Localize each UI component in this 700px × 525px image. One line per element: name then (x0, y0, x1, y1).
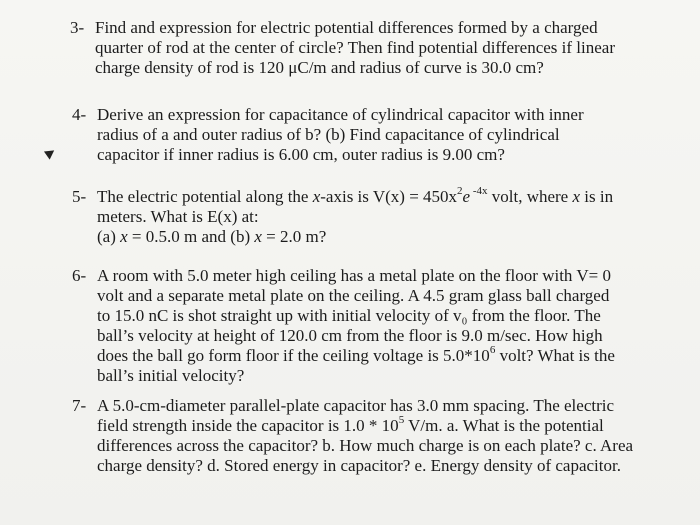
superscript: 5 (398, 414, 405, 427)
superscript: 2 (457, 185, 463, 198)
text: x (254, 227, 262, 246)
cursor-arrow-icon (44, 146, 57, 159)
text: -axis is V(x) = 450x (320, 187, 458, 206)
problem-text-line (97, 346, 615, 366)
problem-text-line: capacitor if inner radius is 6.00 cm, outer radius is 9.00 cm? (97, 145, 505, 164)
problem-text-line: differences across the capacitor? b. How much charge is on each plate? c. Area (97, 436, 634, 455)
text: x (120, 227, 128, 246)
problem-number: 7- (72, 396, 87, 415)
text: e (462, 187, 471, 206)
problem-number: 3- (70, 18, 85, 37)
problem-text-line (97, 227, 613, 247)
problem-number: 4- (72, 105, 87, 124)
text: (a) (97, 227, 121, 246)
superscript: 6 (489, 344, 496, 357)
problem-text-line (97, 187, 613, 207)
problem-text-line (97, 416, 633, 436)
problem-text-line: Derive an expression for capacitance of cylindrical capacitor with inner (97, 105, 584, 124)
text: volt? What is the (495, 346, 615, 365)
problem-text-line: charge density of rod is 120 μC/m and radius of curve is 30.0 cm? (95, 58, 544, 77)
problem-text-line: A room with 5.0 meter high ceiling has a metal plate on the floor with V= 0 (97, 266, 611, 285)
superscript: -4x (470, 185, 488, 198)
problem-text-line: ball’s velocity at height of 120.0 cm from the floor is 9.0 m/sec. How high (97, 326, 603, 345)
problem-text-line: quarter of rod at the center of circle? Then find potential differences if linear (95, 38, 615, 57)
problem-text-line: Find and expression for electric potential differences formed by a charged (95, 18, 598, 37)
problem-number: 6- (72, 266, 87, 285)
text: field strength inside the capacitor is 1.0 * 10 (97, 416, 399, 435)
text: x (312, 187, 321, 206)
text: = 0.5.0 m and (b) (127, 227, 255, 246)
problem-text-line: meters. What is E(x) at: (97, 207, 259, 226)
problem-text-line: A 5.0-cm-diameter parallel-plate capacitor has 3.0 mm spacing. The electric (97, 396, 615, 415)
text: volt, where (487, 187, 573, 206)
problem-text-line: charge density? d. Stored energy in capacitor? e. Energy density of capacitor. (97, 456, 621, 475)
problem-text-line: volt and a separate metal plate on the ceiling. A 4.5 gram glass ball charged (97, 286, 610, 305)
text: = 2.0 m? (261, 227, 327, 246)
text: is in (580, 187, 614, 206)
text: does the ball go form floor if the ceiling voltage is 5.0*10 (97, 346, 490, 365)
problem-number: 5- (72, 187, 87, 206)
problem-text-line: to 15.0 nC is shot straight up with initial velocity of v₀ from the floor. The (97, 306, 601, 325)
text: The electric potential along the (97, 187, 313, 206)
problem-text-line: radius of a and outer radius of b? (b) Find capacitance of cylindrical (97, 125, 560, 144)
problem-text-line: ball’s initial velocity? (97, 366, 245, 385)
text: V/m. a. What is the potential (404, 416, 604, 435)
text: x (572, 187, 581, 206)
